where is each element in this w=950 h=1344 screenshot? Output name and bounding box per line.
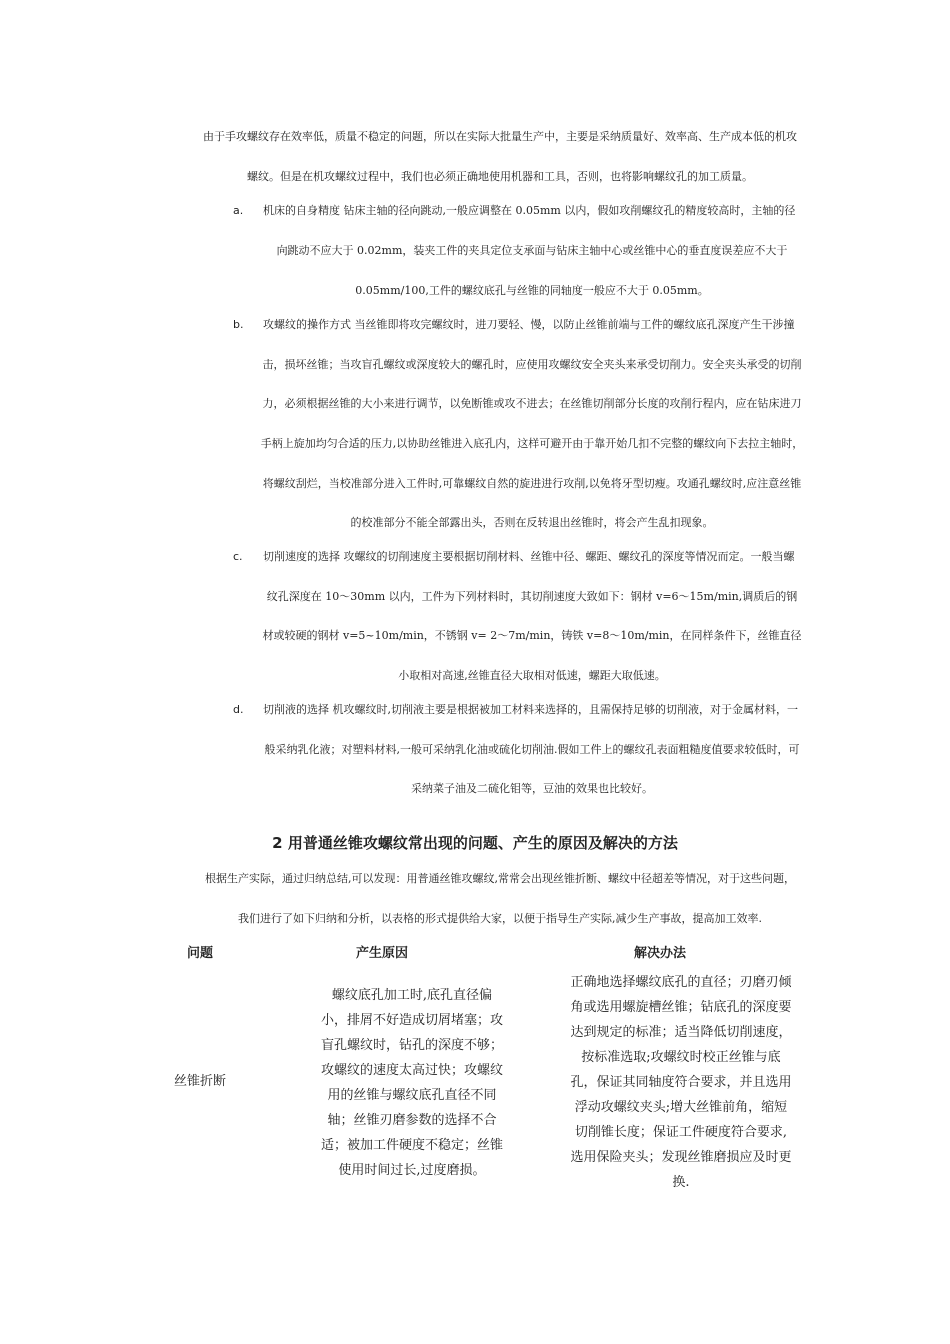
solution-line: 换. (672, 1175, 690, 1190)
cause-line: 使用时间过长,过度磨损。 (338, 1163, 486, 1178)
item-c-line-4: 小取相对高速,丝锥直径大取相对低速，螺距大取低速。 (398, 669, 666, 682)
cause-line: 适；被加工件硬度不稳定；丝锥 (320, 1138, 503, 1153)
item-a-line-1: 机床的自身精度 钻床主轴的径向跳动,一般应调整在 0.05mm 以内，假如攻削螺纹孔的精度较高时，主轴的径 (263, 204, 796, 217)
item-d-line-1: 切削液的选择 机攻螺纹时,切削液主要是根据被加工材料来选择的，且需保持足够的切削液，对于金属材料，一 (263, 703, 798, 716)
item-d-line-3: 采纳菜子油及二硫化钼等，豆油的效果也比较好。 (411, 782, 653, 795)
cause-line: 轴；丝锥刃磨参数的选择不合 (327, 1113, 497, 1128)
table-cell-problem: 丝锥折断 (173, 1074, 226, 1089)
item-b-line-5: 将螺纹刮烂，当校准部分进入工件时,可靠螺纹自然的旋进进行攻削,以免将牙型切瘦。攻通孔螺纹时,应注意丝锥 (262, 477, 802, 490)
item-d-line-2: 般采纳乳化液；对塑料材料,一般可采纳乳化油或硫化切削油.假如工件上的螺纹孔表面粗糙度值要求较低时，可 (264, 743, 800, 756)
item-b-line-4: 手柄上旋加均匀合适的压力,以协助丝锥进入底孔内，这样可避开由于靠开始几扣不完整的螺纹向下去拉主轴时， (260, 437, 804, 450)
table-header-cause: 产生原因 (355, 946, 408, 961)
item-c-line-2: 纹孔深度在 10～30mm 以内，工件为下列材料时，其切削速度大致如下：钢材 v=6～15m/min,调质后的钢 (266, 590, 798, 603)
table-cell-cause (302, 983, 522, 1183)
item-b-marker: b. (233, 318, 244, 331)
item-a-marker: a. (233, 204, 244, 217)
solution-line: 选用保险夹头；发现丝锥磨损应及时更 (570, 1150, 792, 1165)
section-2-heading: 2 用普通丝锥攻螺纹常出现的问题、产生的原因及解决的方法 (272, 834, 678, 852)
item-c-line-1: 切削速度的选择 攻螺纹的切削速度主要根据切削材料、丝锥中径、螺距、螺纹孔的深度等情况而定。一般当螺 (263, 550, 795, 563)
item-a-line-3: 0.05mm/100,工件的螺纹底孔与丝锥的同轴度一般应不大于 0.05mm。 (355, 284, 709, 297)
item-c-line-3: 材或较硬的钢材 v=5~10m/min，不锈钢 v= 2～7m/min，铸铁 v=8～10m/min，在同样条件下，丝锥直径 (262, 629, 802, 642)
cause-line: 盲孔螺纹时，钻孔的深度不够； (320, 1038, 503, 1053)
solution-line: 浮动攻螺纹夹头;增大丝锥前角，缩短 (574, 1100, 788, 1115)
table-header-problem: 问题 (186, 946, 213, 961)
item-b-line-2: 击，损坏丝锥；当攻盲孔螺纹或深度较大的螺孔时，应使用攻螺纹安全夹头来承受切削力。安全夹头承受的切削 (262, 358, 802, 371)
cause-line: 螺纹底孔加工时,底孔直径偏 (331, 988, 493, 1003)
table-header-solution: 解决办法 (633, 946, 686, 961)
item-b-line-6: 的校准部分不能全部露出头，否则在反转退出丝锥时，将会产生乱扣现象。 (350, 516, 714, 529)
item-b-line-1: 攻螺纹的操作方式 当丝锥即将攻完螺纹时，进刀要轻、慢，以防止丝锥前端与工件的螺纹底孔深度产生干涉撞 (263, 318, 795, 331)
item-c-marker: c. (233, 550, 243, 563)
solution-line: 切削锥长度；保证工件硬度符合要求, (574, 1125, 788, 1140)
solution-line: 达到规定的标准；适当降低切削速度， (570, 1025, 792, 1040)
cause-line: 小，排屑不好造成切屑堵塞；攻 (320, 1013, 503, 1028)
intro-line-1: 由于手攻螺纹存在效率低，质量不稳定的问题，所以在实际大批量生产中，主要是采纳质量好、效率高、生产成本低的机攻 (203, 130, 797, 143)
solution-line: 正确地选择螺纹底孔的直径；刃磨刃倾 (570, 975, 792, 990)
intro-line-2: 螺纹。但是在机攻螺纹过程中，我们也必须正确地使用机器和工具，否则，也将影响螺纹孔的加工质量。 (247, 170, 753, 183)
solution-line: 按标准选取;攻螺纹时校正丝锥与底 (581, 1050, 781, 1065)
item-a-line-2: 向跳动不应大于 0.02mm，装夹工件的夹具定位支承面与钻床主轴中心或丝锥中心的垂直度误差应不大于 (276, 244, 788, 257)
section-2-para-line-1: 根据生产实际，通过归纳总结,可以发现：用普通丝锥攻螺纹,常常会出现丝锥折断、螺纹中径超差等情况，对于这些问题， (205, 872, 795, 885)
solution-line: 角或选用螺旋槽丝锥；钻底孔的深度要 (570, 1000, 792, 1015)
solution-line: 孔，保证其同轴度符合要求，并且选用 (570, 1075, 792, 1090)
cause-line: 用的丝锥与螺纹底孔直径不同 (327, 1088, 497, 1103)
item-d-marker: d. (233, 703, 244, 716)
item-b-line-3: 力，必须根据丝锥的大小来进行调节，以免断锥或攻不进去；在丝锥切削部分长度的攻削行程内，应在钻床进刀 (262, 397, 802, 410)
cause-line: 攻螺纹的速度太高过快；攻螺纹 (320, 1063, 503, 1078)
section-2-para-line-2: 我们进行了如下归纳和分析，以表格的形式提供给大家，以便于指导生产实际,减少生产事故，提高加工效率. (238, 912, 762, 925)
table-cell-solution (556, 970, 806, 1195)
